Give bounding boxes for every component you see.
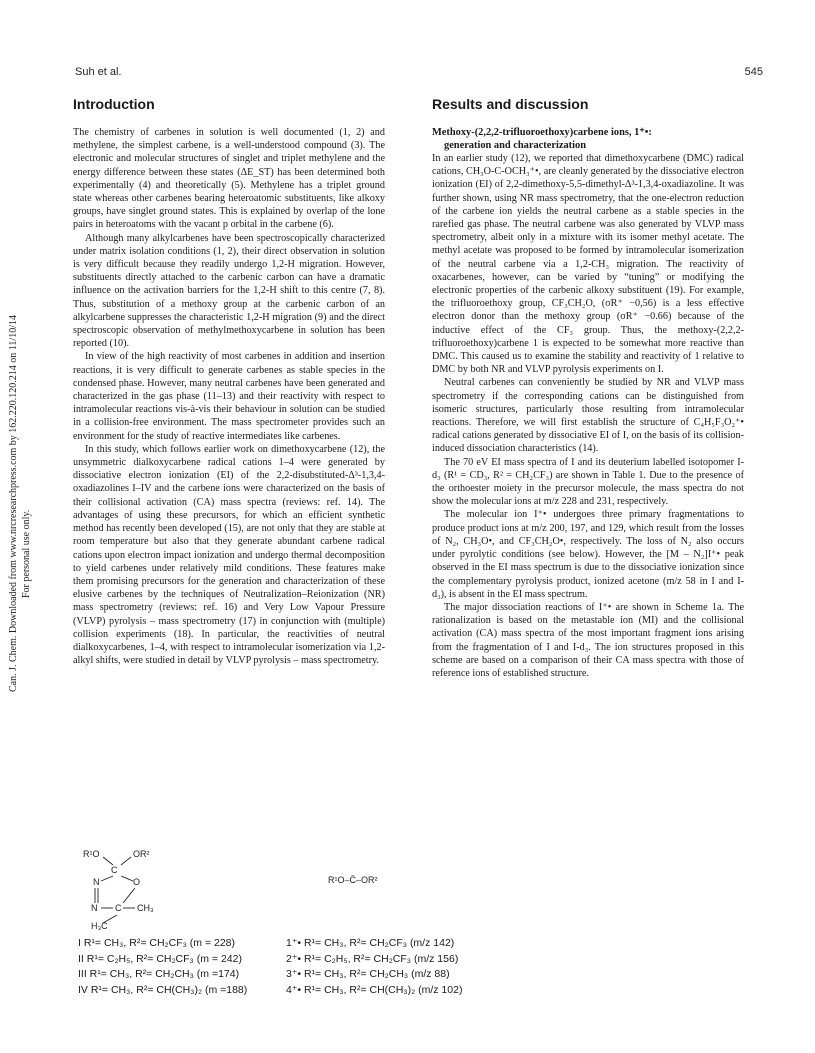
paragraph: Although many alkylcarbenes have been spectroscopically characterized under matrix isolation conditions (1, 2), their direct observation in solution is very difficult because they readily undergo 1,2-H migration. However, substituents directly attached to the carbenic carbon can have a dramatic influence on the activation barriers for the 1,2-H shift to this centre (7, 8). Thus, substitution of a methoxy group at the carbenic carbon of an alkylcarbene suppresses the characteristic 1,2-H migration (9) and the direct spectroscopic observation of methylmethoxycarbene in solution has been reported (10). bbox=[73, 232, 385, 350]
ring-label: OR² bbox=[133, 849, 150, 859]
ring-label: C bbox=[115, 903, 122, 913]
ion-entry: 3⁺• R¹= CH₃, R²= CH₂CH₃ (m/z 88) bbox=[286, 968, 450, 980]
watermark-line-2: For personal use only. bbox=[21, 509, 32, 598]
ring-label: N bbox=[91, 903, 98, 913]
precursor-entry: III R¹= CH₃, R²= CH₂CH₃ (m =174) bbox=[78, 968, 240, 980]
paragraph: In an earlier study (12), we reported that dimethoxycarbene (DMC) radical cations, CH₃O-C-OCH₃⁺•, are cleanly generated by the dissociative electron ionization (EI) of 2,2-dimethoxy-5,5-dimethyl-Δ³-1,3,4-oxadiazoline. It was further shown, using NR mass spectrometry, that the one-electron reduction of the carbene ion yields the neutral carbene as a stable species in the rarefied gas phase. The neutral carbene was also generated by VLVP mass spectrometry, albeit only in a mixture with its isomer methyl acetate. The methyl acetate was proposed to be formed by intramolecular isomerization of the neutral carbene via a 1,2-CH₃ migration. The reactivity of oxacarbenes, however, can be varied by “tuning” or modifying the electronic properties of the carbenic alkoxy substituent (19). For example, the trifluoroethoxy group, CF₃CH₂O, (σR⁺ −0,56) is a less effective electron donor than the methoxy group (σR⁺ −0.66) because of the inductive effect of the CF₃ group. Thus, the methoxy-(2,2,2-trifluoroethoxy)carbene 1 is expected to be somewhat more reactive than DMC. This caused us to examine the stability and reactivity of 1 relative to DMC by both NR and VLVP pyrolysis experiments on I. bbox=[432, 153, 744, 376]
paragraph: The major dissociation reactions of I⁺• are shown in Scheme 1a. The rationalization is based on the metastable ion (MI) and the collisional activation (CA) mass spectra of the most important fragment ions arising from the fragmentation of I and I-d₃. The ion structures proposed in this scheme are based on a comparison of their CA mass spectra with those of reference ions of established structure. bbox=[432, 601, 744, 679]
section-heading-introduction: Introduction bbox=[73, 96, 155, 112]
ion-entry: 1⁺• R¹= CH₃, R²= CH₂CF₃ (m/z 142) bbox=[286, 937, 455, 949]
precursor-list bbox=[78, 936, 247, 998]
section-heading-results: Results and discussion bbox=[432, 96, 589, 112]
paragraph: The 70 eV EI mass spectra of I and its deuterium labelled isotopomer I-d₃ (R¹ = CD₃, R² = CH₂CF₃) are shown in Table 1. Due to the presence of the orthoester moiety in the precursor molecule, the mass spectra do not show the molecular ions at m/z 228 and 231, respectively. bbox=[432, 456, 744, 508]
ion-entry: 2⁺• R¹= C₂H₅, R²= CH₂CF₃ (m/z 156) bbox=[286, 952, 459, 965]
precursor-entry: IV R¹= CH₃, R²= CH(CH₃)₂ (m =188) bbox=[78, 983, 248, 996]
left-column bbox=[73, 96, 385, 667]
precursor-entry: I R¹= CH₃, R²= CH₂CF₃ (m = 228) bbox=[78, 937, 236, 949]
precursor-entry: II R¹= C₂H₅, R²= CH₂CF₃ (m = 242) bbox=[78, 952, 242, 965]
ring-label: N bbox=[93, 877, 100, 887]
paragraph: In this study, which follows earlier work on dimethoxycarbene (12), the unsymmetric dialkoxycarbene radical cations 1–4 were generated by dissociative electron ionization (EI) of the 2,2-disubstituted-Δ³-1,3,4-oxadiazolines I–IV and the carbene ions were characterized on the basis of their collisional activation (CA) mass spectra (reviews: ref. 14). The advantages of using these precursors, for which an efficient synthetic method has recently been developed (15), are not only that they are stable at room temperature but also that they generate abundant carbene radical cations upon electron impact ionization and undergo thermal decomposition to yield carbenes under relatively mild conditions. These features make them promising precursors for the generation and characterization of these elusive carbenes by the techniques of Neutralization–Reionization (NR) mass spectrometry (reviews: ref. 16) and Very Low Vapour Pressure (VLVP) pyrolysis – mass spectrometry (17) in conjunction with (multiple) collision experiments (18). In particular, the reactivities of neutral dialkoxycarbenes, 1–4, with respect to intramolecular isomerization via 1,2-alkyl shifts, were studied in detail by VLVP pyrolysis – mass spectrometry. bbox=[73, 443, 385, 667]
ring-label: O bbox=[133, 877, 141, 887]
ring-label: C bbox=[111, 865, 118, 875]
carbene-ion-list bbox=[286, 936, 462, 998]
subsection-heading-line-2: generation and characterization bbox=[444, 140, 586, 151]
paragraph: The chemistry of carbenes in solution is well documented (1, 2) and methylene, the simplest carbene, is a well-understood compound (3). The electronic and molecular structures of singlet and triplet methylene and the energy difference between these states (ΔE_ST) has been determined both experimentally (4) and theoretically (5). Methylene has a triplet ground state whereas other carbenes bearing heteroatomic substituents, like alkoxy groups, have singlet ground states. This is explained by overlap of the lone pairs in heteroatoms with the vacant p orbital in the carbene (6). bbox=[73, 127, 385, 231]
paragraph: In view of the high reactivity of most carbenes in addition and insertion reactions, it is very difficult to generate carbenes as stable species in the condensed phase. However, many neutral carbenes have been generated and characterized in the gas phase (11–13) and their reactivity with respect to intramolecular reactions vis-à-vis their behaviour in solution can be studied in a collision-free environment. The mass spectrometer provides such an environment for the study of reactive intermediates like carbenes. bbox=[73, 351, 385, 442]
carbene-structure: R¹O–C̈–OR² bbox=[328, 875, 378, 885]
right-column bbox=[432, 96, 744, 680]
ring-label: CH₃ bbox=[137, 903, 154, 913]
ion-entry: 4⁺• R¹= CH₃, R²= CH(CH₃)₂ (m/z 102) bbox=[286, 983, 463, 996]
subsection-heading bbox=[432, 126, 744, 152]
paragraph: The molecular ion I⁺• undergoes three primary fragmentations to produce product ions at m/z 200, 197, and 129, which result from the losses of N₂, CH₃O•, and CF₃CH₂O•, respectively. The loss of N₂ also occurs under pyrolytic conditions (see below). However, the [M – N₂]I⁺• peak observed in the EI mass spectrum is due to the dissociative ionization since the complementary pyrolysis product, ionized acetone (m/z 58 in I and I-d₃), is absent in the EI mass spectrum. bbox=[432, 509, 744, 600]
ring-label: R¹O bbox=[83, 849, 100, 859]
subsection-heading-line-1: Methoxy-(2,2,2-trifluoroethoxy)carbene ions, 1⁺•: bbox=[432, 127, 652, 138]
paragraph: Neutral carbenes can conveniently be studied by NR and VLVP mass spectrometry if the corresponding cations can be distinguished from isomeric structures, particularly those resulting from intramolecular reactions. Therefore, we will first establish the structure of C₄H₅F₃O₂⁺• radical cations generated by dissociative EI of I, on the basis of its collision-induced dissociation characteristics (14). bbox=[432, 377, 744, 455]
ring-label: H₃C bbox=[91, 921, 108, 931]
structure-drawings bbox=[73, 845, 773, 935]
running-head-authors: Suh et al. bbox=[75, 66, 122, 78]
download-watermark bbox=[2, 260, 42, 700]
page-number: 545 bbox=[744, 66, 763, 78]
watermark-line-1: Can. J. Chem. Downloaded from www.nrcresearchpress.com by 162.220.120.214 on 11/10/14 bbox=[8, 315, 19, 692]
